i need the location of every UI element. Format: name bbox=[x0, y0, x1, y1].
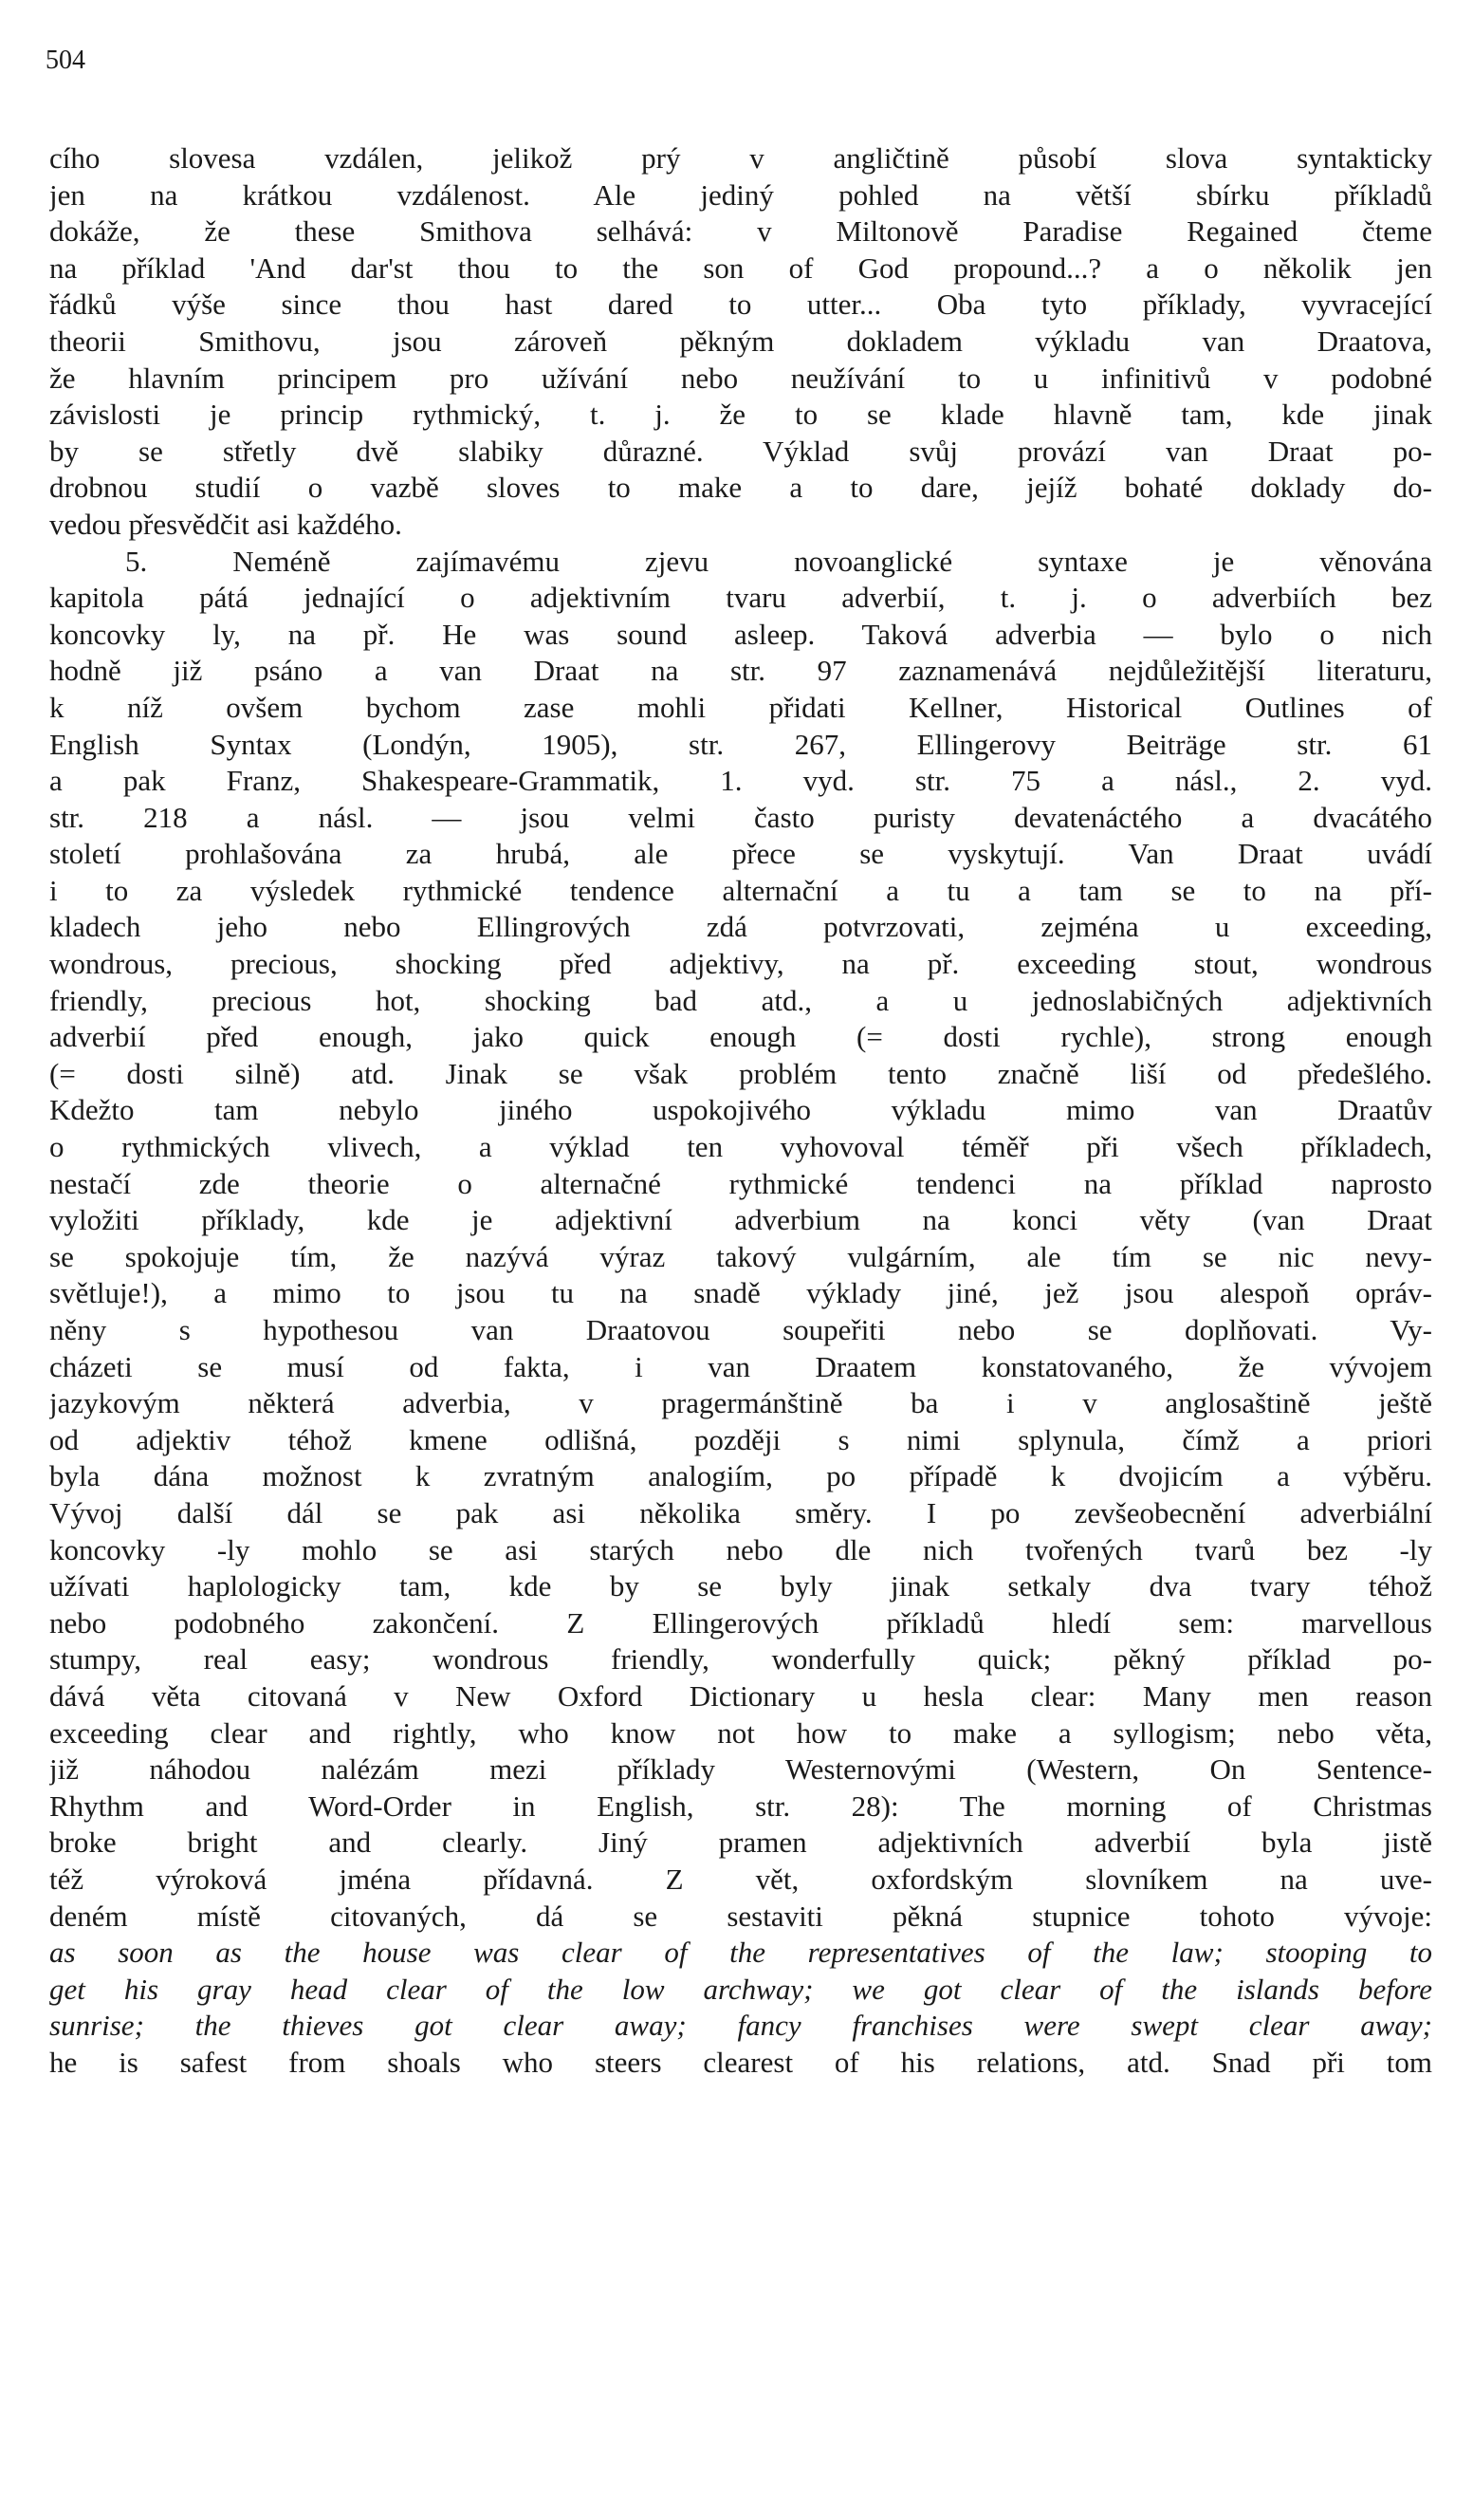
text-line: od adjektiv téhož kmene odlišná, později s nimi splynula, čímž a priori bbox=[49, 1422, 1432, 1456]
text-line: století prohlašována za hrubá, ale přece se vyskytují. Van Draat uvádí bbox=[49, 837, 1432, 871]
text-line: get his gray head clear of the low archway; we got clear of the islands before bbox=[49, 1972, 1432, 2006]
text-line: kapitola pátá jednající o adjektivním tvaru adverbií, t. j. o adverbiích bez bbox=[49, 581, 1432, 615]
text-line: cházeti se musí od fakta, i van Draatem konstatovaného, že vývojem bbox=[49, 1349, 1432, 1383]
text-line: drobnou studií o vazbě sloves to make a to dare, jejíž bohaté doklady do- bbox=[49, 471, 1432, 505]
text-line: něny s hypothesou van Draatovou soupeřiti nebo se doplňovati. Vy- bbox=[49, 1313, 1432, 1346]
page-number: 504 bbox=[46, 46, 85, 75]
text-line: závislosti je princip rythmický, t. j. že to se klade hlavně tam, kde jinak bbox=[49, 398, 1432, 432]
text-line: o rythmických vlivech, a výklad ten vyhovoval téměř při všech příkladech, bbox=[49, 1130, 1432, 1164]
text-line: nestačí zde theorie o alternačné rythmické tendenci na příklad naprosto bbox=[49, 1166, 1432, 1200]
text-line: Kdežto tam nebylo jiného uspokojivého výkladu mimo van Draatův bbox=[49, 1093, 1432, 1127]
text-line: hodně již psáno a van Draat na str. 97 zaznamenává nejdůležitější literaturu, bbox=[49, 654, 1432, 688]
text-line: English Syntax (Londýn, 1905), str. 267, Ellingerovy Beiträge str. 61 bbox=[49, 727, 1432, 761]
text-line: stumpy, real easy; wondrous friendly, wonderfully quick; pěkný příklad po- bbox=[49, 1642, 1432, 1677]
text-line: již náhodou nalézám mezi příklady Westernovými (Western, On Sentence- bbox=[49, 1752, 1432, 1787]
text-line: jen na krátkou vzdálenost. Ale jediný pohled na větší sbírku příkladů bbox=[49, 177, 1432, 212]
text-line: se spokojuje tím, že nazývá výraz takový vulgárním, ale tím se nic nevy- bbox=[49, 1239, 1432, 1273]
text-line: cího slovesa vzdálen, jelikož prý v angličtině působí slova syntakticky bbox=[49, 141, 1432, 175]
text-line: kladech jeho nebo Ellingrových zdá potvrzovati, zejména u exceeding, bbox=[49, 910, 1432, 944]
text-line: i to za výsledek rythmické tendence alternační a tu a tam se to na pří- bbox=[49, 873, 1432, 907]
text-line: str. 218 a násl. — jsou velmi často puristy devatenáctého a dvacátého bbox=[49, 800, 1432, 834]
text-line: (= dosti silně) atd. Jinak se však problém tento značně liší od předešlého. bbox=[49, 1056, 1432, 1090]
text-line: theorii Smithovu, jsou zároveň pěkným dokladem výkladu van Draatova, bbox=[49, 324, 1432, 358]
text-line: vyložiti příklady, kde je adjektivní adverbium na konci věty (van Draat bbox=[49, 1203, 1432, 1237]
text-line: Rhythm and Word-Order in English, str. 28): The morning of Christmas bbox=[49, 1788, 1432, 1823]
text-line: wondrous, precious, shocking před adjektivy, na př. exceeding stout, wondrous bbox=[49, 947, 1432, 981]
text-line: užívati haplologicky tam, kde by se byly jinak setkaly dva tvary téhož bbox=[49, 1569, 1432, 1603]
text-line: Vývoj další dál se pak asi několika směry. I po zevšeobecnění adverbiální bbox=[49, 1495, 1432, 1529]
text-line: nebo podobného zakončení. Z Ellingerových příkladů hledí sem: marvellous bbox=[49, 1605, 1432, 1640]
text-line: vedou přesvědčit asi každého. bbox=[49, 507, 402, 541]
text-line: koncovky ly, na př. He was sound asleep. Taková adverbia — bylo o nich bbox=[49, 617, 1432, 651]
text-line: řádků výše since thou hast dared to utter... Oba tyto příklady, vyvracející bbox=[49, 287, 1432, 322]
text-line: friendly, precious hot, shocking bad atd., a u jednoslabičných adjektivních bbox=[49, 983, 1432, 1017]
text-line: byla dána možnost k zvratným analogiím, po případě k dvojicím a výběru. bbox=[49, 1459, 1432, 1493]
text-line: dává věta citovaná v New Oxford Dictionary u hesla clear: Many men reason bbox=[49, 1678, 1432, 1713]
text-line: sunrise; the thieves got clear away; fancy franchises were swept clear away; bbox=[49, 2009, 1432, 2043]
text-line: dokáže, že these Smithova selhává: v Miltonově Paradise Regained čteme bbox=[49, 214, 1432, 249]
text-line: deném místě citovaných, dá se sestaviti pěkná stupnice tohoto vývoje: bbox=[49, 1899, 1432, 1933]
text-line: též výroková jména přídavná. Z vět, oxfordským slovníkem na uve- bbox=[49, 1862, 1432, 1896]
text-line: jazykovým některá adverbia, v pragermánštině ba i v anglosaštině ještě bbox=[49, 1386, 1432, 1420]
text-line: as soon as the house was clear of the representatives of the law; stooping to bbox=[49, 1936, 1432, 1970]
text-line: a pak Franz, Shakespeare-Grammatik, 1. vyd. str. 75 a násl., 2. vyd. bbox=[49, 764, 1432, 798]
text-line: adverbií před enough, jako quick enough (= dosti rychle), strong enough bbox=[49, 1020, 1432, 1054]
text-line: 5. Neméně zajímavému zjevu novoanglické syntaxe je věnována bbox=[125, 544, 1432, 578]
text-line: na příklad 'And dar'st thou to the son of God propound...? a o několik jen bbox=[49, 250, 1432, 285]
text-line: by se střetly dvě slabiky důrazné. Výklad svůj provází van Draat po- bbox=[49, 434, 1432, 468]
text-line: koncovky -ly mohlo se asi starých nebo dle nich tvořených tvarů bez -ly bbox=[49, 1532, 1432, 1566]
text-line: exceeding clear and rightly, who know not how to make a syllogism; nebo věta, bbox=[49, 1715, 1432, 1750]
text-line: že hlavním principem pro užívání nebo neužívání to u infinitivů v podobné bbox=[49, 361, 1432, 395]
text-line: he is safest from shoals who steers clearest of his relations, atd. Snad při tom bbox=[49, 2045, 1432, 2079]
page-body bbox=[49, 140, 1432, 2081]
text-line: k níž ovšem bychom zase mohli přidati Kellner, Historical Outlines of bbox=[49, 690, 1432, 724]
text-line: světluje!), a mimo to jsou tu na snadě výklady jiné, jež jsou alespoň opráv- bbox=[49, 1276, 1432, 1310]
text-line: broke bright and clearly. Jiný pramen adjektivních adverbií byla jistě bbox=[49, 1825, 1432, 1860]
